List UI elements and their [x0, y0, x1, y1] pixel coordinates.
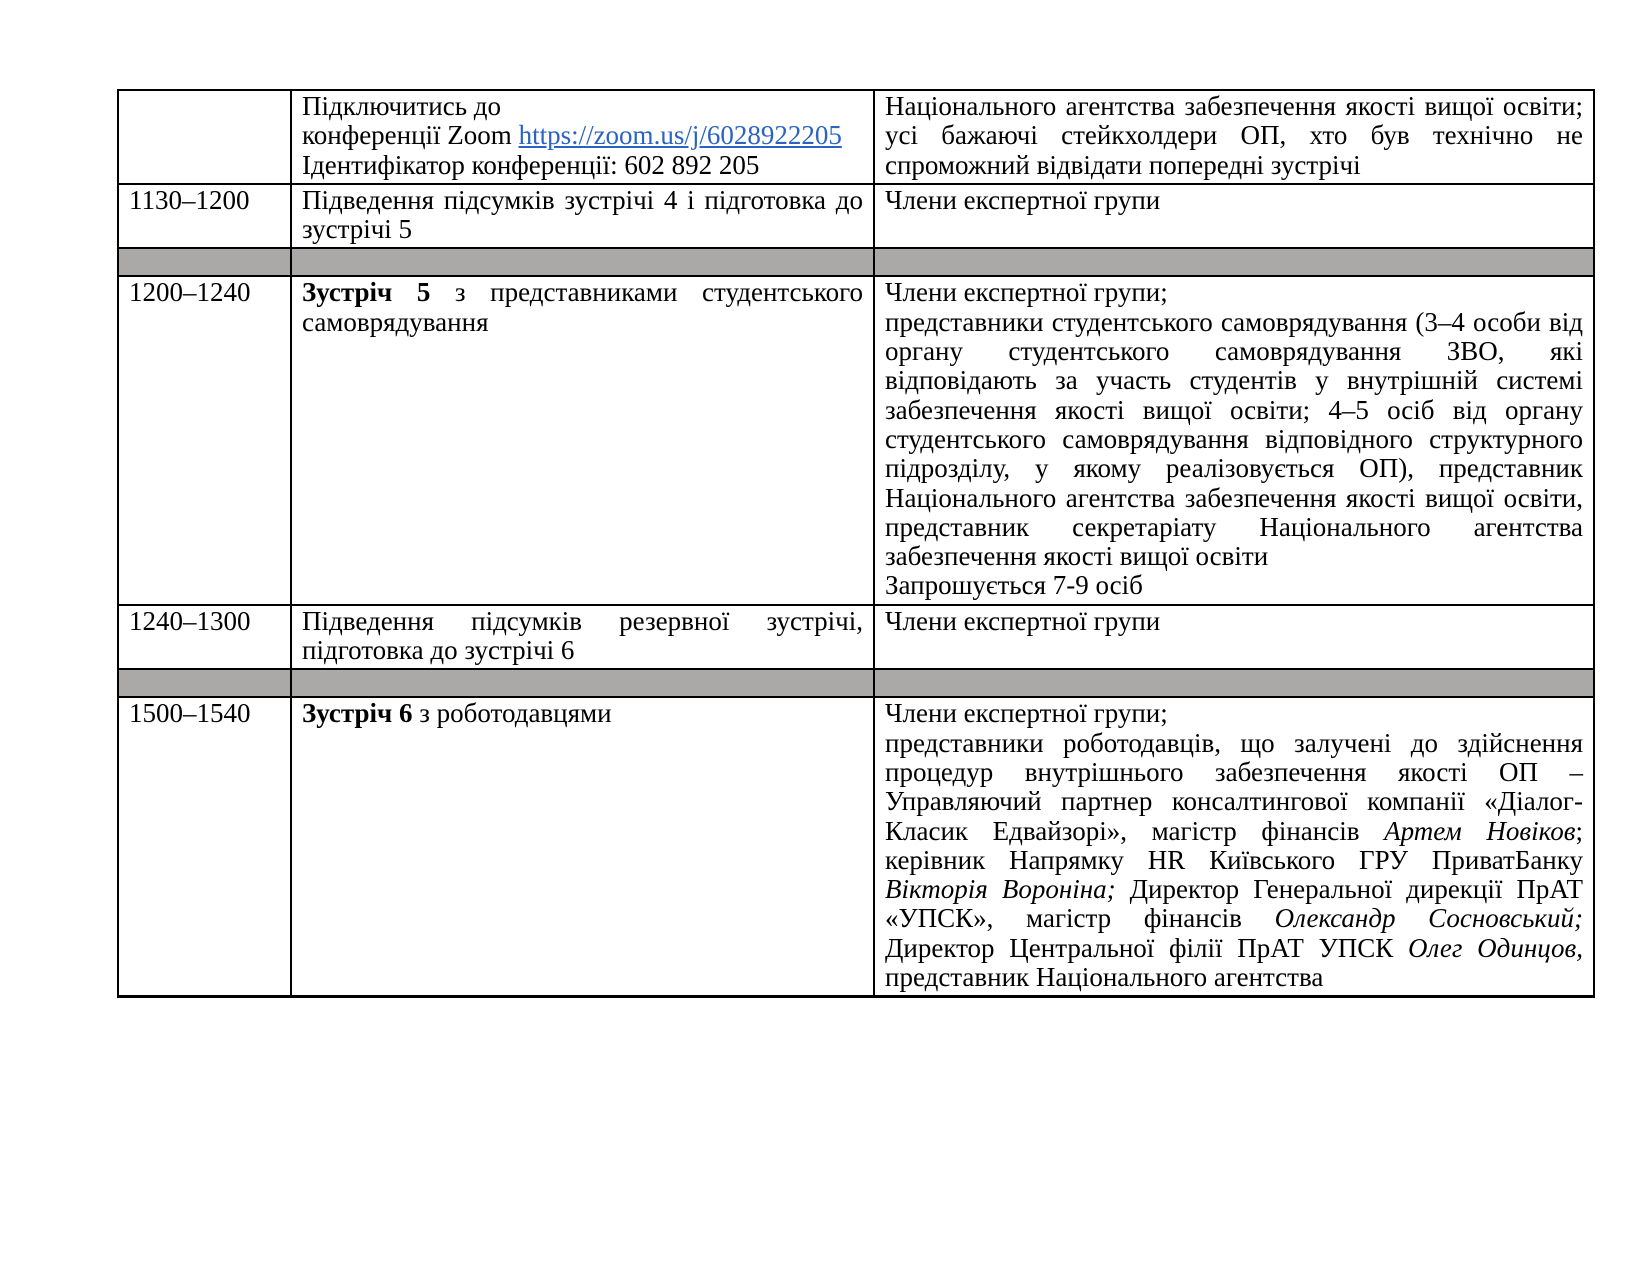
- participants-cell: Члени експертної групи: [874, 184, 1594, 249]
- time-cell: 1130–1200: [118, 184, 291, 249]
- participants-body: представники студентського самоврядування (3–4 особи від органу студентського самоврядування ЗВО, які відповідають за участь студентів у внутрішній системі забезпечення якості вищої освіти; 4–5 осіб від органу студентського самоврядування відповідного структурного підрозділу, у якому реалізовується ОП), представник Національного агентства забезпечення якості вищої освіти, представник секретаріату Національного агентства забезпечення якості вищої освіти: [885, 306, 1583, 572]
- separator-cell: [291, 669, 874, 697]
- zoom-connect-line: Підключитись до: [302, 91, 502, 121]
- time-cell: 1500–1540: [118, 697, 291, 996]
- employers-text: Директор Центральної філії ПрАТ УПСК: [885, 932, 1408, 963]
- participants-cell: Національного агентства забезпечення якості вищої освіти; усі бажаючі стейкхолдери ОП, хто був технічно не спроможний відвідати попередні зустрічі: [874, 90, 1594, 184]
- separator-cell: [291, 248, 874, 276]
- meeting-6-subject: з роботодавцями: [412, 698, 612, 729]
- separator-cell: [874, 669, 1594, 697]
- table-row-1130: [118, 184, 1594, 249]
- person-name: Вікторія Вороніна;: [885, 874, 1116, 905]
- separator-row: [118, 669, 1594, 697]
- activity-cell: Підведення підсумків зустрічі 4 і підготовка до зустрічі 5: [291, 184, 874, 249]
- employers-text: Директор Генеральної дирекції ПрАТ «УПСК», магістр фінансів: [885, 874, 1584, 934]
- separator-cell: [118, 669, 291, 697]
- meeting-5-title: Зустріч 5: [302, 277, 431, 308]
- time-cell: 1240–1300: [118, 605, 291, 670]
- participants-note: Запрошується 7-9 осіб: [885, 570, 1143, 601]
- zoom-conference-line: [302, 121, 863, 150]
- separator-row: [118, 248, 1594, 276]
- time-cell: [118, 90, 291, 184]
- table-row-1200: [118, 276, 1594, 604]
- employers-text: представник Національного агентства: [885, 962, 1324, 993]
- table-row-1500: [118, 697, 1594, 996]
- table-row-1240: [118, 605, 1594, 670]
- conference-id-line: Ідентифікатор конференції: 602 892 205: [302, 149, 760, 180]
- zoom-conference-prefix: конференції Zoom: [302, 120, 519, 151]
- employers-text: представники роботодавців, що залучені до здійснення процедур внутрішнього забезпечення якості ОП – Управляючий партнер консалтингової компанії «Діалог-Класик Едвайзорі», магістр фінансів: [885, 727, 1583, 846]
- schedule-table: [117, 89, 1595, 998]
- separator-cell: [874, 248, 1594, 276]
- person-name: Артем Новіков: [1384, 815, 1576, 846]
- activity-cell: [291, 697, 874, 996]
- participants-cell: [874, 276, 1594, 604]
- participants-cell: [874, 697, 1594, 996]
- participants-intro: Члени експертної групи;: [885, 698, 1168, 729]
- participants-cell: Члени експертної групи: [874, 605, 1594, 670]
- separator-cell: [118, 248, 291, 276]
- meeting-5-subject: з представниками студентського самоврядування: [302, 277, 863, 337]
- employers-text: ; керівник Напрямку HR Київського ГРУ ПриватБанку: [885, 815, 1583, 875]
- activity-cell: Підведення підсумків резервної зустрічі, підготовка до зустрічі 6: [291, 605, 874, 670]
- person-name: Олександр Сосновський;: [1274, 903, 1583, 934]
- zoom-link[interactable]: https://zoom.us/j/6028922205: [518, 120, 842, 151]
- activity-cell: [291, 276, 874, 604]
- person-name: Олег Одинцов,: [1407, 932, 1584, 963]
- meeting-6-title: Зустріч 6: [302, 698, 413, 729]
- participants-body: [885, 729, 1583, 993]
- table-row-zoom-info: [118, 90, 1594, 184]
- participants-intro: Члени експертної групи;: [885, 277, 1168, 308]
- activity-cell: [291, 90, 874, 184]
- time-cell: 1200–1240: [118, 276, 291, 604]
